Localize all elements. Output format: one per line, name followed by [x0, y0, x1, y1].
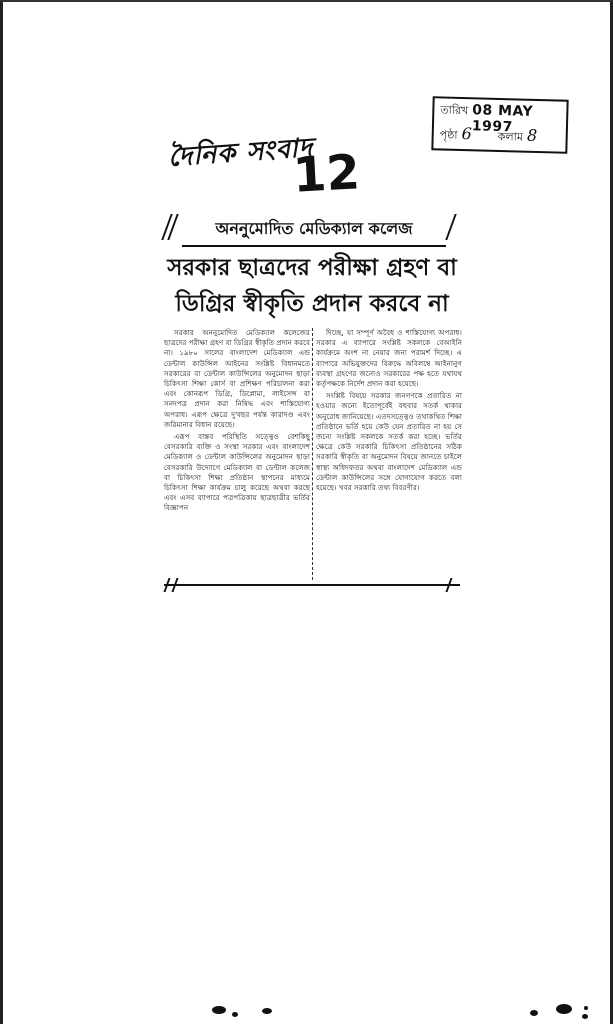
clipping-bottom-edge [164, 578, 460, 590]
scan-speck [262, 1008, 272, 1014]
scan-border-top [0, 0, 613, 2]
article-column-right [316, 328, 462, 495]
scan-speck [556, 1004, 572, 1014]
left-paragraph-2: এরূপ বাস্তব পরিস্থিতি সত্ত্বেও বেশকিছু বেসরকারি ব্যক্তি ও সংস্থা সরকার এবং বাংলাদেশ মেডিক্যাল ও ডেন্টাল কাউন্সিলের অনুমোদন ছাড়া বেসরকারি উদ্যোগে মেডিক্যাল বা ডেন্টাল কলেজ বা চিকিৎসা শিক্ষা প্রতিষ্ঠান স্থাপনের মাধ্যমে চিকিৎসা শিক্ষা কার্যক্রম চালু করেছে অথবা করছে এবং এসব ব্যাপারে পত্রপত্রিকায় ছাত্রছাত্রীর ভর্তির বিজ্ঞাপন [164, 432, 310, 513]
article-headline [164, 250, 460, 322]
scan-speck [530, 1010, 538, 1016]
article-column-left [164, 328, 310, 516]
headline-line-1: সরকার ছাত্রদের পরীক্ষা গ্রহণ বা [167, 255, 457, 281]
bottom-rule [164, 584, 460, 586]
scan-speck [212, 1006, 226, 1014]
scan-speck [584, 1006, 588, 1010]
stamp-date-label: তারিখ [440, 103, 469, 118]
stamp-column-value: 8 [526, 125, 538, 145]
stamp-page-value: 6 [461, 124, 473, 144]
right-paragraph-1: দিচ্ছে, যা সম্পূর্ণ অবৈধ ও শাস্তিযোগ্য অপরাধ। সরকার এ ব্যাপারে সংশ্লিষ্ট সকলকে বেআইনি কার্যক্রমে অংশ না নেয়ার জন্য পরামর্শ দিচ্ছে। এ ব্যাপারে অভিযুক্তদের বিরুদ্ধে অবিলম্বে আইনানুগ ব্যবস্থা গ্রহণের জন্যেও সরকারের পক্ষ হতে যথাযথ কর্তৃপক্ষকে নির্দেশ প্রদান করা হয়েছে। [316, 328, 462, 389]
left-paragraph-1: সরকার অননুমোদিত মেডিক্যাল কলেজের ছাত্রদের পরীক্ষা গ্রহণ বা ডিগ্রির স্বীকৃতি প্রদান করবে না। ১৯৮০ সালের বাংলাদেশ মেডিক্যাল এন্ড ডেন্টাল কাউন্সিল আইনের সংশ্লিষ্ট বিধানমতে সরকারের বা ডেন্টাল কাউন্সিলের অনুমোদন ছাড়া চিকিৎসা শিক্ষা কোর্স বা প্রশিক্ষণ পরিচালনা করা এবং কোনরূপ ডিগ্রি, ডিপ্লোমা, লাইসেন্স বা সনদপত্র প্রদান করা নিষিদ্ধ এবং শাস্তিযোগ্য অপরাধ। এরূপ ক্ষেত্রে দু'বছর পর্যন্ত কারাদণ্ড এবং জরিমানার বিধান রয়েছে। [164, 328, 310, 429]
stamp-column-label: কলাম [497, 129, 524, 144]
kicker-slash-right [445, 214, 464, 240]
article-kicker: অননুমোদিত মেডিক্যাল কলেজ [182, 216, 446, 247]
stamp-date-value: 08 MAY 1997 [471, 102, 534, 136]
right-paragraph-2: সংশ্লিষ্ট বিষয়ে সরকার জনগণকে প্রতারিত না হওয়ার জন্যে ইতোপূর্বেই বহুবার সতর্ক থাকার অনুরোধ জানিয়েছে। এতদসত্ত্বেও তথাকথিত শিক্ষা প্রতিষ্ঠানে ভর্তি হয়ে কেউ যেন প্রতারিত না হয় সে জন্যে সংশ্লিষ্ট সকলকে সতর্ক করা হচ্ছে। ভর্তির ক্ষেত্রে কেউ সরকারি চিকিৎসা প্রতিষ্ঠানের সঠিক সরকারি স্বীকৃতি বা অনুমোদন বিষয়ে জানতে চাইলে স্বাস্থ্য অধিদফতর অথবা বাংলাদেশ মেডিক্যাল এন্ড ডেন্টাল কাউন্সিলের সঙ্গে যোগাযোগ করতে বলা হয়েছে। খবর সরকারি তথ্য বিবরণীর। [316, 391, 462, 493]
newspaper-masthead: দৈনিক সংবাদ [167, 132, 315, 174]
newspaper-clipping [164, 208, 460, 590]
headline-line-2: ডিগ্রির স্বীকৃতি প্রদান করবে না [175, 291, 449, 317]
scan-speck [232, 1012, 238, 1017]
scan-border-left [0, 0, 3, 1024]
column-divider [312, 328, 313, 580]
stamp-page-label: পৃষ্ঠা [439, 128, 458, 142]
scan-speck [582, 1014, 588, 1019]
archive-stamp [431, 96, 568, 154]
kicker-bar [164, 214, 460, 242]
handwritten-number: 12 [291, 144, 362, 204]
